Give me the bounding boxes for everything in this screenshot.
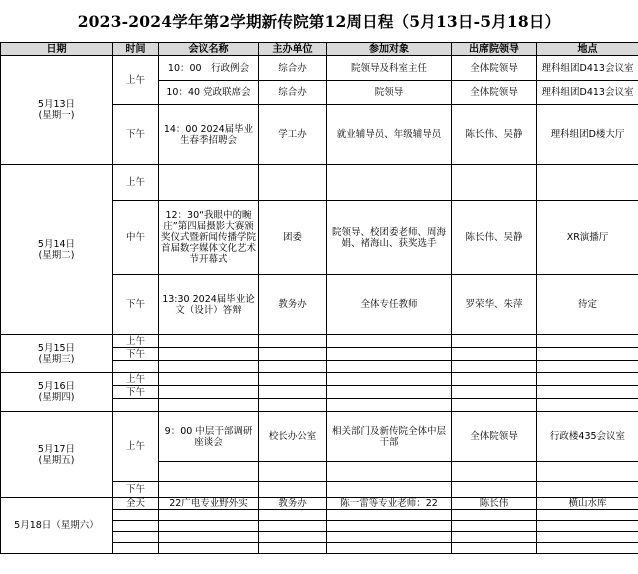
meeting-name: 10：40 党政联席会 — [159, 81, 259, 105]
meeting-name: 12：30“我眼中的畹庄”第四届摄影大赛颁奖仪式暨新闻传播学院首届数字媒体文化艺术节开幕式 — [159, 201, 259, 275]
host-unit: 学工办 — [259, 105, 327, 165]
leaders: 全体院领导 — [452, 412, 537, 462]
empty-cell — [537, 165, 638, 201]
period-pm: 下午 — [113, 348, 159, 361]
leaders: 全体院领导 — [452, 81, 537, 105]
schedule-table — [0, 42, 638, 554]
col-header-date: 日期 — [1, 43, 113, 56]
place: 行政楼435会议室 — [537, 412, 638, 462]
leaders: 陈长伟、吴静 — [452, 201, 537, 275]
period-am: 上午 — [113, 165, 159, 201]
empty-cell — [327, 165, 452, 201]
table-row — [1, 373, 638, 386]
period-pm: 下午 — [113, 275, 159, 335]
period-am: 上午 — [113, 335, 159, 348]
leaders: 陈长伟、吴静 — [452, 105, 537, 165]
host-unit: 校长办公室 — [259, 412, 327, 462]
leaders: 罗荣华、朱萍 — [452, 275, 537, 335]
host-unit: 团委 — [259, 201, 327, 275]
meeting-name: 13:30 2024届毕业论文（设计）答辩 — [159, 275, 259, 335]
date-cell-may17 — [1, 412, 113, 498]
col-header-leaders: 出席院领导 — [452, 43, 537, 56]
header-row — [1, 43, 638, 56]
period-allday: 全天 — [113, 498, 159, 510]
weekday-label: (星期二) — [38, 249, 75, 261]
empty-cell — [259, 165, 327, 201]
empty-cell — [159, 165, 259, 201]
leaders: 全体院领导 — [452, 56, 537, 81]
weekday-label: (星期四) — [38, 392, 75, 403]
host-unit: 综合办 — [259, 56, 327, 81]
meeting-name: 10：00 行政例会 — [159, 56, 259, 81]
col-header-meeting: 会议名称 — [159, 43, 259, 56]
col-header-host: 主办单位 — [259, 43, 327, 56]
table-row — [1, 335, 638, 348]
place: 待定 — [537, 275, 638, 335]
attendees: 陈一雷等专业老师：22 — [327, 498, 452, 510]
place: XR演播厅 — [537, 201, 638, 275]
attendees: 就业辅导员、年级辅导员 — [327, 105, 452, 165]
col-header-place: 地点 — [537, 43, 638, 56]
period-pm: 下午 — [113, 386, 159, 399]
table-row — [1, 56, 638, 81]
table-row — [1, 498, 638, 510]
attendees: 全体专任教师 — [327, 275, 452, 335]
date-label: 5月15日 — [37, 342, 76, 354]
weekday-label: (星期五) — [38, 454, 75, 466]
table-row — [1, 165, 638, 201]
leaders: 陈长伟 — [452, 498, 537, 510]
date-label: 5月13日 — [37, 99, 76, 110]
date-label: 5月16日 — [37, 381, 76, 392]
date-cell-may16 — [1, 373, 113, 412]
attendees: 院领导 — [327, 81, 452, 105]
date-label: 5月17日 — [37, 443, 76, 455]
place: 横山水库 — [537, 498, 638, 510]
col-header-time: 时间 — [113, 43, 159, 56]
date-cell-may15 — [1, 335, 113, 373]
period-am: 上午 — [113, 56, 159, 105]
meeting-name: 9：00 中层干部调研座谈会 — [159, 412, 259, 462]
date-cell-may14 — [1, 165, 113, 335]
weekday-label: (星期一) — [38, 110, 75, 121]
date-label: 5月14日 — [37, 238, 76, 250]
attendees: 院领导及科室主任 — [327, 56, 452, 81]
place: 理科组团D413会议室 — [537, 81, 638, 105]
col-header-attendees: 参加对象 — [327, 43, 452, 56]
attendees: 相关部门及新传院全体中层干部 — [327, 412, 452, 462]
place: 理科组团D413会议室 — [537, 56, 638, 81]
table-row — [1, 412, 638, 462]
period-am: 上午 — [113, 412, 159, 482]
place: 理科组团D楼大厅 — [537, 105, 638, 165]
meeting-name: 22广电专业野外实 — [159, 498, 259, 510]
meeting-name: 14：00 2024届毕业生春季招聘会 — [159, 105, 259, 165]
period-am: 上午 — [113, 373, 159, 386]
date-cell-may18: 5月18日（星期六） — [1, 498, 113, 554]
host-unit: 教务办 — [259, 498, 327, 510]
weekday-label: (星期三) — [38, 353, 75, 365]
period-pm: 下午 — [113, 482, 159, 498]
attendees: 院领导、校团委老师、周海娟、褚海山、获奖选手 — [327, 201, 452, 275]
period-pm: 下午 — [113, 105, 159, 165]
period-noon: 中午 — [113, 201, 159, 275]
empty-cell — [452, 165, 537, 201]
host-unit: 教务办 — [259, 275, 327, 335]
date-cell-may13 — [1, 56, 113, 165]
host-unit: 综合办 — [259, 81, 327, 105]
schedule-title: 2023-2024学年第2学期新传院第12周日程（5月13日-5月18日） — [77, 12, 561, 31]
